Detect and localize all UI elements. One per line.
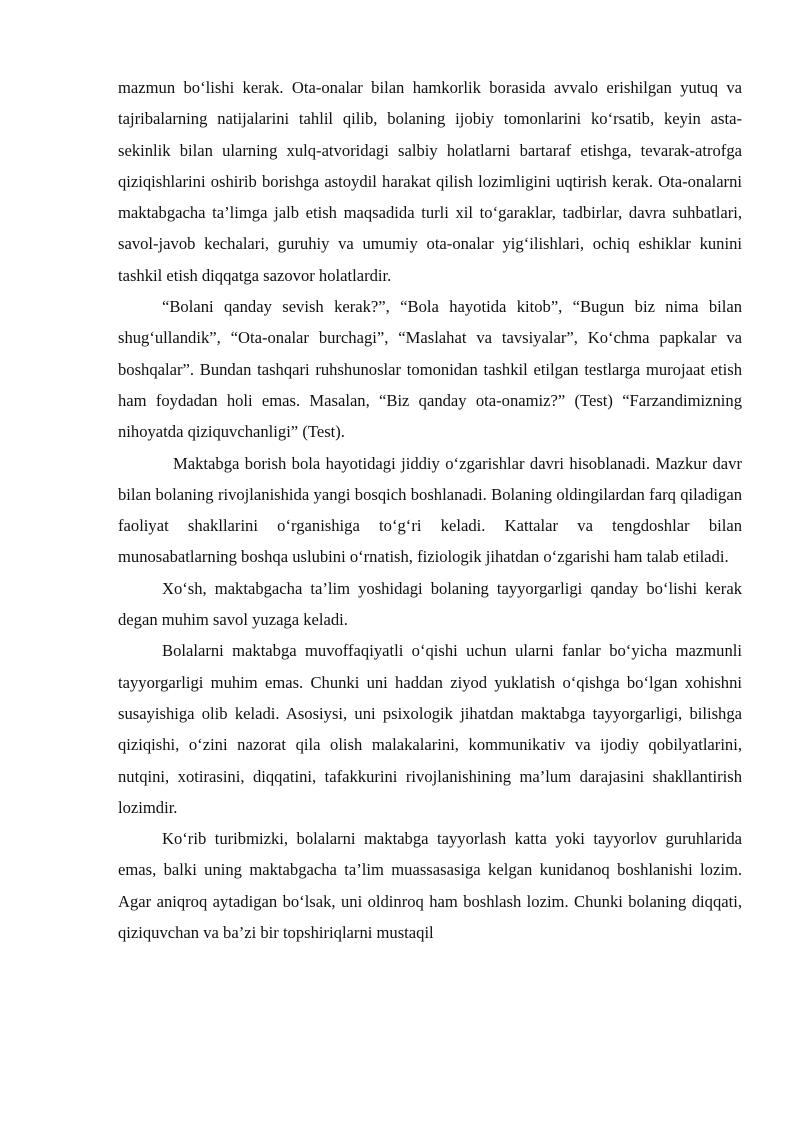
paragraph-continuation: mazmun bo‘lishi kerak. Ota-onalar bilan hamkorlik borasida avvalo erishilgan yutuq va tajribalarning natijalarini tahlil qilib, bolaning ijobiy tomonlarini ko‘rsatib, keyin asta-sekinlik bilan ularning xulq-atvoridagi salbiy holatlarni bartaraf etishga, tevarak-atrofga qiziqishlarini oshirib borishga astoydil harakat qilish lozimligini uqtirish kerak. Ota-onalarni maktabgacha ta’limga jalb etish maqsadida turli xil to‘garaklar, tadbirlar, davra suhbatlari, savol-javob kechalari, guruhiy va umumiy ota-onalar yig‘ilishlari, ochiq eshiklar kunini tashkil etish diqqatga sazovor holatlardir. xyxy=(118,78,742,285)
paragraph-school-transition: Maktabga borish bola hayotidagi jiddiy o‘zgarishlar davri hisoblanadi. Mazkur davr bilan bolaning rivojlanishida yangi bosqich boshlanadi. Bolaning oldingilardan farq qiladigan faoliyat shakllarini o‘rganishiga to‘g‘ri keladi. Kattalar va tengdoshlar bilan munosabatlarning boshqa uslubini o‘rnatish, fiziologik jihatdan o‘zgarishi ham talab etiladi. xyxy=(118,453,742,567)
paragraph-event-titles: “Bolani qanday sevish kerak?”, “Bola hayotida kitob”, “Bugun biz nima bilan shug‘ullandik”, “Ota-onalar burchagi”, “Maslahat va tavsiyalar”, Ko‘chma papkalar va boshqalar”. Bundan tashqari ruhshunoslar tomonidan tashkil etilgan testlarga murojaat etish ham foydadan holi emas. Masalan, “Biz qanday ota-onamiz?” (Test) “Farzandimizning nihoyatda qiziquvchanligi” (Test). xyxy=(118,297,742,442)
paragraph-psychological-readiness: Bolalarni maktabga muvoffaqiyatli o‘qishi uchun ularni fanlar bo‘yicha mazmunli tayyorgarligi muhim emas. Chunki uni haddan ziyod yuklatish o‘qishga bo‘lgan xohishni susayishiga olib keladi. Asosiysi, uni psixologik jihatdan maktabga tayyorgarligi, bilishga qiziqishi, o‘zini nazorat qila olish malakalarini, kommunikativ va ijodiy qobilyatlarini, nutqini, xotirasini, diqqatini, tafakkurini rivojlanishining ma’lum darajasini shakllantirish lozimdir. xyxy=(118,641,742,817)
paragraph-early-preparation: Ko‘rib turibmizki, bolalarni maktabga tayyorlash katta yoki tayyorlov guruhlarida emas, balki uning maktabgacha ta’lim muassasasiga kelgan kunidanoq boshlanishi lozim. Agar aniqroq aytadigan bo‘lsak, uni oldinroq ham boshlash lozim. Chunki bolaning diqqati, qiziquvchan va ba’zi bir topshiriqlarni mustaqil xyxy=(118,829,742,943)
paragraph-readiness-question: Xo‘sh, maktabgacha ta’lim yoshidagi bolaning tayyorgarligi qanday bo‘lishi kerak degan muhim savol yuzaga keladi. xyxy=(118,578,742,630)
document-body xyxy=(118,72,742,948)
